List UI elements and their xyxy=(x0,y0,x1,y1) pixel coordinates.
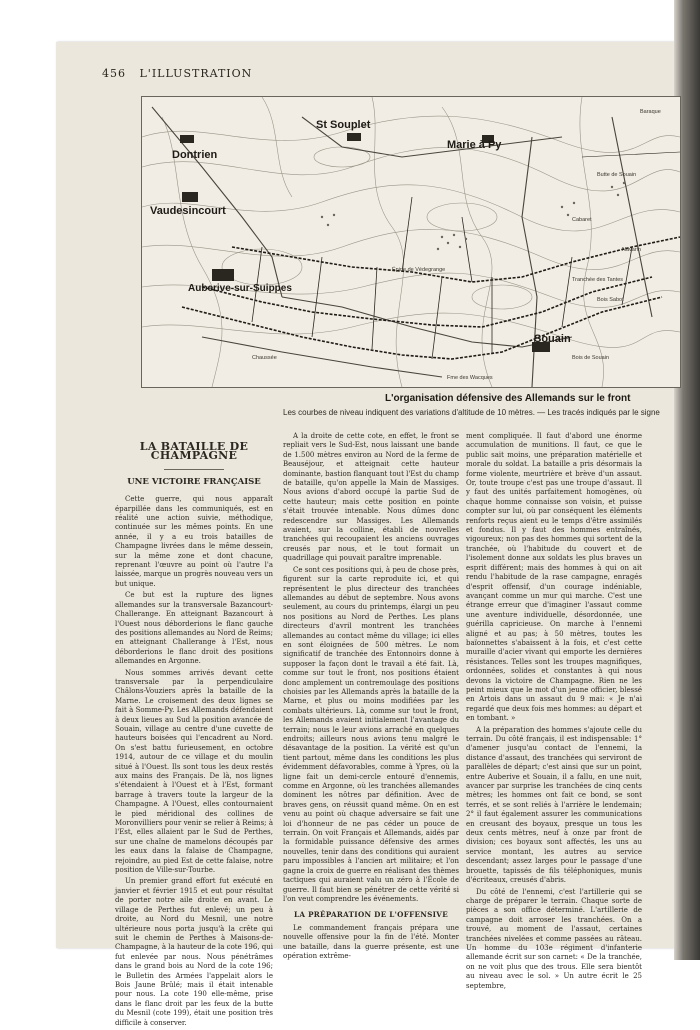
map-caption-subtitle: Les courbes de niveau indiquent des variations d'altitude de 10 mètres. — Les tracés indiqués par le signe xyxy=(283,408,660,417)
map-label-wacques: Fme des Wacques xyxy=(447,375,493,381)
roads xyxy=(152,107,652,387)
map-label-epine: Épine de Védegrange xyxy=(392,267,446,273)
page-number: 456 xyxy=(102,67,126,80)
page-header xyxy=(102,67,252,80)
paragraph: ment compliquée. Il faut d'abord une énorme accumulation de munitions. Il faut, ce que le public sait moins, une préparation matérielle et morale du soldat. La bataille a pris désormais la forme violente, meurtrière et brève d'un assaut. Or, toute troupe c'est pas une troupe d'assaut. Il y faut des unités parfaitement homogènes, où chaque homme connaisse son voisin, et puisse compter sur lui, où par conséquent les éléments renforts reçus aient eu le temps d'être assimilés et fondus. Il y faut des hommes entraînés, vigoureux; non pas des hommes qui sortent de la tranchée, où l'habitude du couvert et de l'isolement donne aux soldats les plus braves un esprit différent; mais des hommes à qui on ait rendu l'habitude de la rase campagne, enragés d'esprit offensif, d'un courage indéniable, avançant comme un mur qui marche. C'est une étrange erreur que d'imaginer l'assaut comme une aventure individuelle, désordonnée, une guérilla capricieuse. On marche à l'ennemi aligné et au pas; à 50 mètres, toutes les baïonnettes s'abaissent à la fois, et c'est cette muraille d'acier vivant qui emporte les dernières résistances. Telles sont les troupes magnifiques, ordonnées, solides et constantes à qui nous devons la victoire de Champagne. Rien ne les peint mieux que le mot d'un jeune officier, blessé en Artois dans un assaut du 9 mai: « Je n'ai regardé que deux fois mes hommes: au départ et en tombant. » xyxy=(466,432,642,723)
map-label-marie-a-py: Marie à Py xyxy=(447,139,502,151)
wooded-areas xyxy=(321,182,625,250)
paragraph: Un premier grand effort fut exécuté en janvier et février 1915 et eut pour résultat de porter notre aile droite en avant. Le village de Perthes fut enlevé; un peu à droite, au Nord du Mesnil, une notre ultérieure nous porta jusqu'à la crête qui suit le chemin de Perthes à Maisons-de-Champagne, à la hauteur de la cote 196, qui fut enlevée par nous. Nous pénétrâmes dans le grand bois au Nord de la cote 196; le Bulletin des Armées l'appelait alors le Bois Jaune Brûlé; mais il était intenable pour nous. La cote 190 elle-même, prise dans le flanc droit par les feux de la butte du Mesnil (cote 199), était une position très difficile à conserver. xyxy=(115,877,274,1027)
article-subtitle: UNE VICTOIRE FRANÇAISE xyxy=(127,476,261,487)
paragraph: A la préparation des hommes s'ajoute celle du terrain. Du côté français, il est indispensable: 1° d'amener jusqu'au contact de l'ennemi, la distance d'assaut, des tranchées qui serviront de parallèles de départ; c'est ainsi que sur un point, entre Auberive et Souain, il a fallu, en une nuit, avancer par surprise les tranchées de cinq cents mètres; les hommes ont fait ce bond, se sont terrés, et se sont reliés à l'arrière le lendemain; 2° il faut également assurer les communications en creusant des boyaux, presque un tous les deux cents mètres, neuf à onze par front de division; ces boyaux sont affectés, les uns au service montant, les autres au service descendant; assez larges pour le passage d'une brouette, tapissés de fils téléphoniques, munis d'écriteaux, creusés d'abris. xyxy=(466,725,642,885)
map-label-bois-souain: Bois de Souain xyxy=(572,355,609,361)
map-label-souain: Souain xyxy=(534,333,571,345)
paragraph: Ce but est la rupture des lignes allemandes sur la transversale Bazancourt-Challerange. En atteignant Bazancourt à l'Ouest nous déborderions le flanc gauche des positions allemandes au Nord de Reims; en atteignant Challerange à l'Est, nous déborderions le flanc droit des positions allemandes en Argonne. xyxy=(115,591,273,666)
rail-line xyxy=(582,152,680,157)
map-label-cabaret: Cabaret xyxy=(572,217,592,223)
paragraph: Ce sont ces positions qui, à peu de chose près, figurent sur la carte reproduite ici, et qui représentent le plus directeur des tranchées allemandes au début de septembre. Nous avons seulement, au cours du printemps, élargi un peu nos positions au Nord de Perthes. Les plans directeurs d'avril montrent les tranchées allemandes au contact même du village; ici elles en sont éloignées de 500 mètres. Le nom significatif de tranchée des Entonnoirs donne à supposer la façon dont le travail a été fait. Là, comme sur tout le front, nos positions étaient donc amplement un contremoulage des positions choisies par les Allemands après la bataille de la Marne, et plus ou moins modifiées par les combats ultérieurs. Là, comme sur tout le front, les Allemands avaient initialement l'avantage du terrain; nous le leur avions arraché en quelques endroits; ailleurs nous avions tenu malgré le désavantage de la position. La vérité est qu'un tient partout, même dans les conditions les plus évidemment défavorables, comme à Ypres, où la ligne fait un demi-cercle entouré d'ennemis, comme en Argonne, où les tranchées allemandes dominent les nôtres par définition. Avec de braves gens, on réussit quand même. On en est venu au point où chaque adversaire se fait une loi d'honneur de ne pas céder un pouce de terrain. On voit Français et Allemands, aidés par la formidable puissance défensive des armes nouvelles, tenir dans des conditions qui auraient paru impossibles à l'ancien art militaire; et l'on gagne la croix de guerre en réalisant des thèmes tactiques qui auraient valu un zéro à l'École de guerre. Il faut bien se pénétrer de cette vérité si l'on veut comprendre les événements. xyxy=(283,565,459,903)
paragraph: Cette guerre, qui nous apparaît éparpillée dans les communiqués, est en réalité une action suivie, méthodique, continuée sur les mêmes points. En une année, il y a eu trois batailles de Champagne livrées dans le même dessein, sur la même zone et dont chacune, reprenant l'œuvre au point où l'autre l'a laissée, marque un progrès nouveau vers un but unique. xyxy=(115,495,273,588)
publication-name: L'ILLUSTRATION xyxy=(139,67,253,80)
trench-map xyxy=(141,96,681,388)
section-heading: LA PRÉPARATION DE L'OFFENSIVE xyxy=(294,910,448,920)
contour-lines xyxy=(142,97,680,387)
map-label-auberive: Auberive-sur-Suippes xyxy=(188,283,292,294)
map-drawing xyxy=(142,97,680,387)
map-label-tranchee: Tranchée des Tantes xyxy=(572,277,624,283)
map-caption-title: L'organisation défensive des Allemands sur le front xyxy=(385,393,631,404)
map-label-butte: Butte de Souain xyxy=(597,172,637,178)
map-label-navarin: Navarin xyxy=(622,247,641,253)
title-divider xyxy=(164,469,224,470)
map-label-vaudesincourt: Vaudesincourt xyxy=(150,205,226,217)
map-label-chaussee: Chaussée xyxy=(252,355,277,361)
map-label-dontrien: Dontrien xyxy=(172,149,218,161)
map-label-baraque: Baraque xyxy=(640,109,661,115)
paragraph: A la droite de cette cote, en effet, le front se repliait vers le Sud-Est, nous laissant une bande de 1.500 mètres environ au Nord de la ferme de Beauséjour, et atteignait cette hauteur dominante, bastion flanquant tout l'Est du champ de bataille, qu'on appelle la Main de Massiges. Nous avions d'abord occupé la partie Sud de cette hauteur; mais cette position en pointe s'était trouvée intenable. Nous dûmes donc redescendre sur Massiges. Les Allemands avaient, sur la colline, établi de nouvelles tranchées qui recoupaient les anciens ouvrages creusés par nous, et le tout formait un quadrillage qui pouvait paraître imprenable. xyxy=(283,432,459,563)
map-label-sabot: Bois Sabot xyxy=(597,297,624,303)
map-label-st-souplet: St Souplet xyxy=(316,119,371,131)
paragraph: Le commandement français prépara une nouvelle offensive pour la fin de l'été. Monter une bataille, dans la guerre présente, est une opération extrême- xyxy=(283,923,459,960)
article-column-3 xyxy=(466,432,642,993)
article-title: LA BATAILLE DE CHAMPAGNE xyxy=(139,440,249,463)
village-blocks xyxy=(180,133,550,352)
paragraph: Nous sommes arrivés devant cette transversale par la perpendiculaire Châlons-Vouziers après la bataille de la Marne. Le croisement des deux lignes se fait à Somme-Py. Les Allemands défendaient à deux lieues au Sud la position avancée de Souain, village au centre d'une cuvette de hauteurs boisées qui l'encadrent au Nord. On s'est battu furieusement, en octobre 1914, autour de ce village et du moulin situé à l'Ouest. Ils sont tous les deux restés aux mains des Français. De là, nos lignes s'étendaient à l'Ouest et à l'Est, formant barrage à travers toute la largeur de la Champagne. A l'Ouest, elles contournaient le pied méridional des collines de Moronvilliers pour venir se relier à Reims; à l'Est, elles allaient par le Sud de Perthes, sur une chaîne de mamelons découpés par les eaux dans la falaise de Champagne, rejoindre, au pied Est de cette falaise, notre position de Ville-sur-Tourbe. xyxy=(115,668,273,875)
article-column-2 xyxy=(283,432,459,963)
paragraph: Du côté de l'ennemi, c'est l'artillerie qui se charge de préparer le terrain. Chaque sorte de pièces a son office déterminé. L'artillerie de campagne doit arroser les tranchées. On a trouvé, au moment de l'assaut, certaines tranchées nivelées et comme passées au râteau. Un homme du 103e régiment d'infanterie allemande écrit sur son carnet: « De la tranchée, on ne voit plus que des trous. Elle sera bientôt au niveau avec le sol. » Un autre écrit le 25 septembre, xyxy=(466,887,642,990)
article-column-1 xyxy=(115,432,273,1030)
